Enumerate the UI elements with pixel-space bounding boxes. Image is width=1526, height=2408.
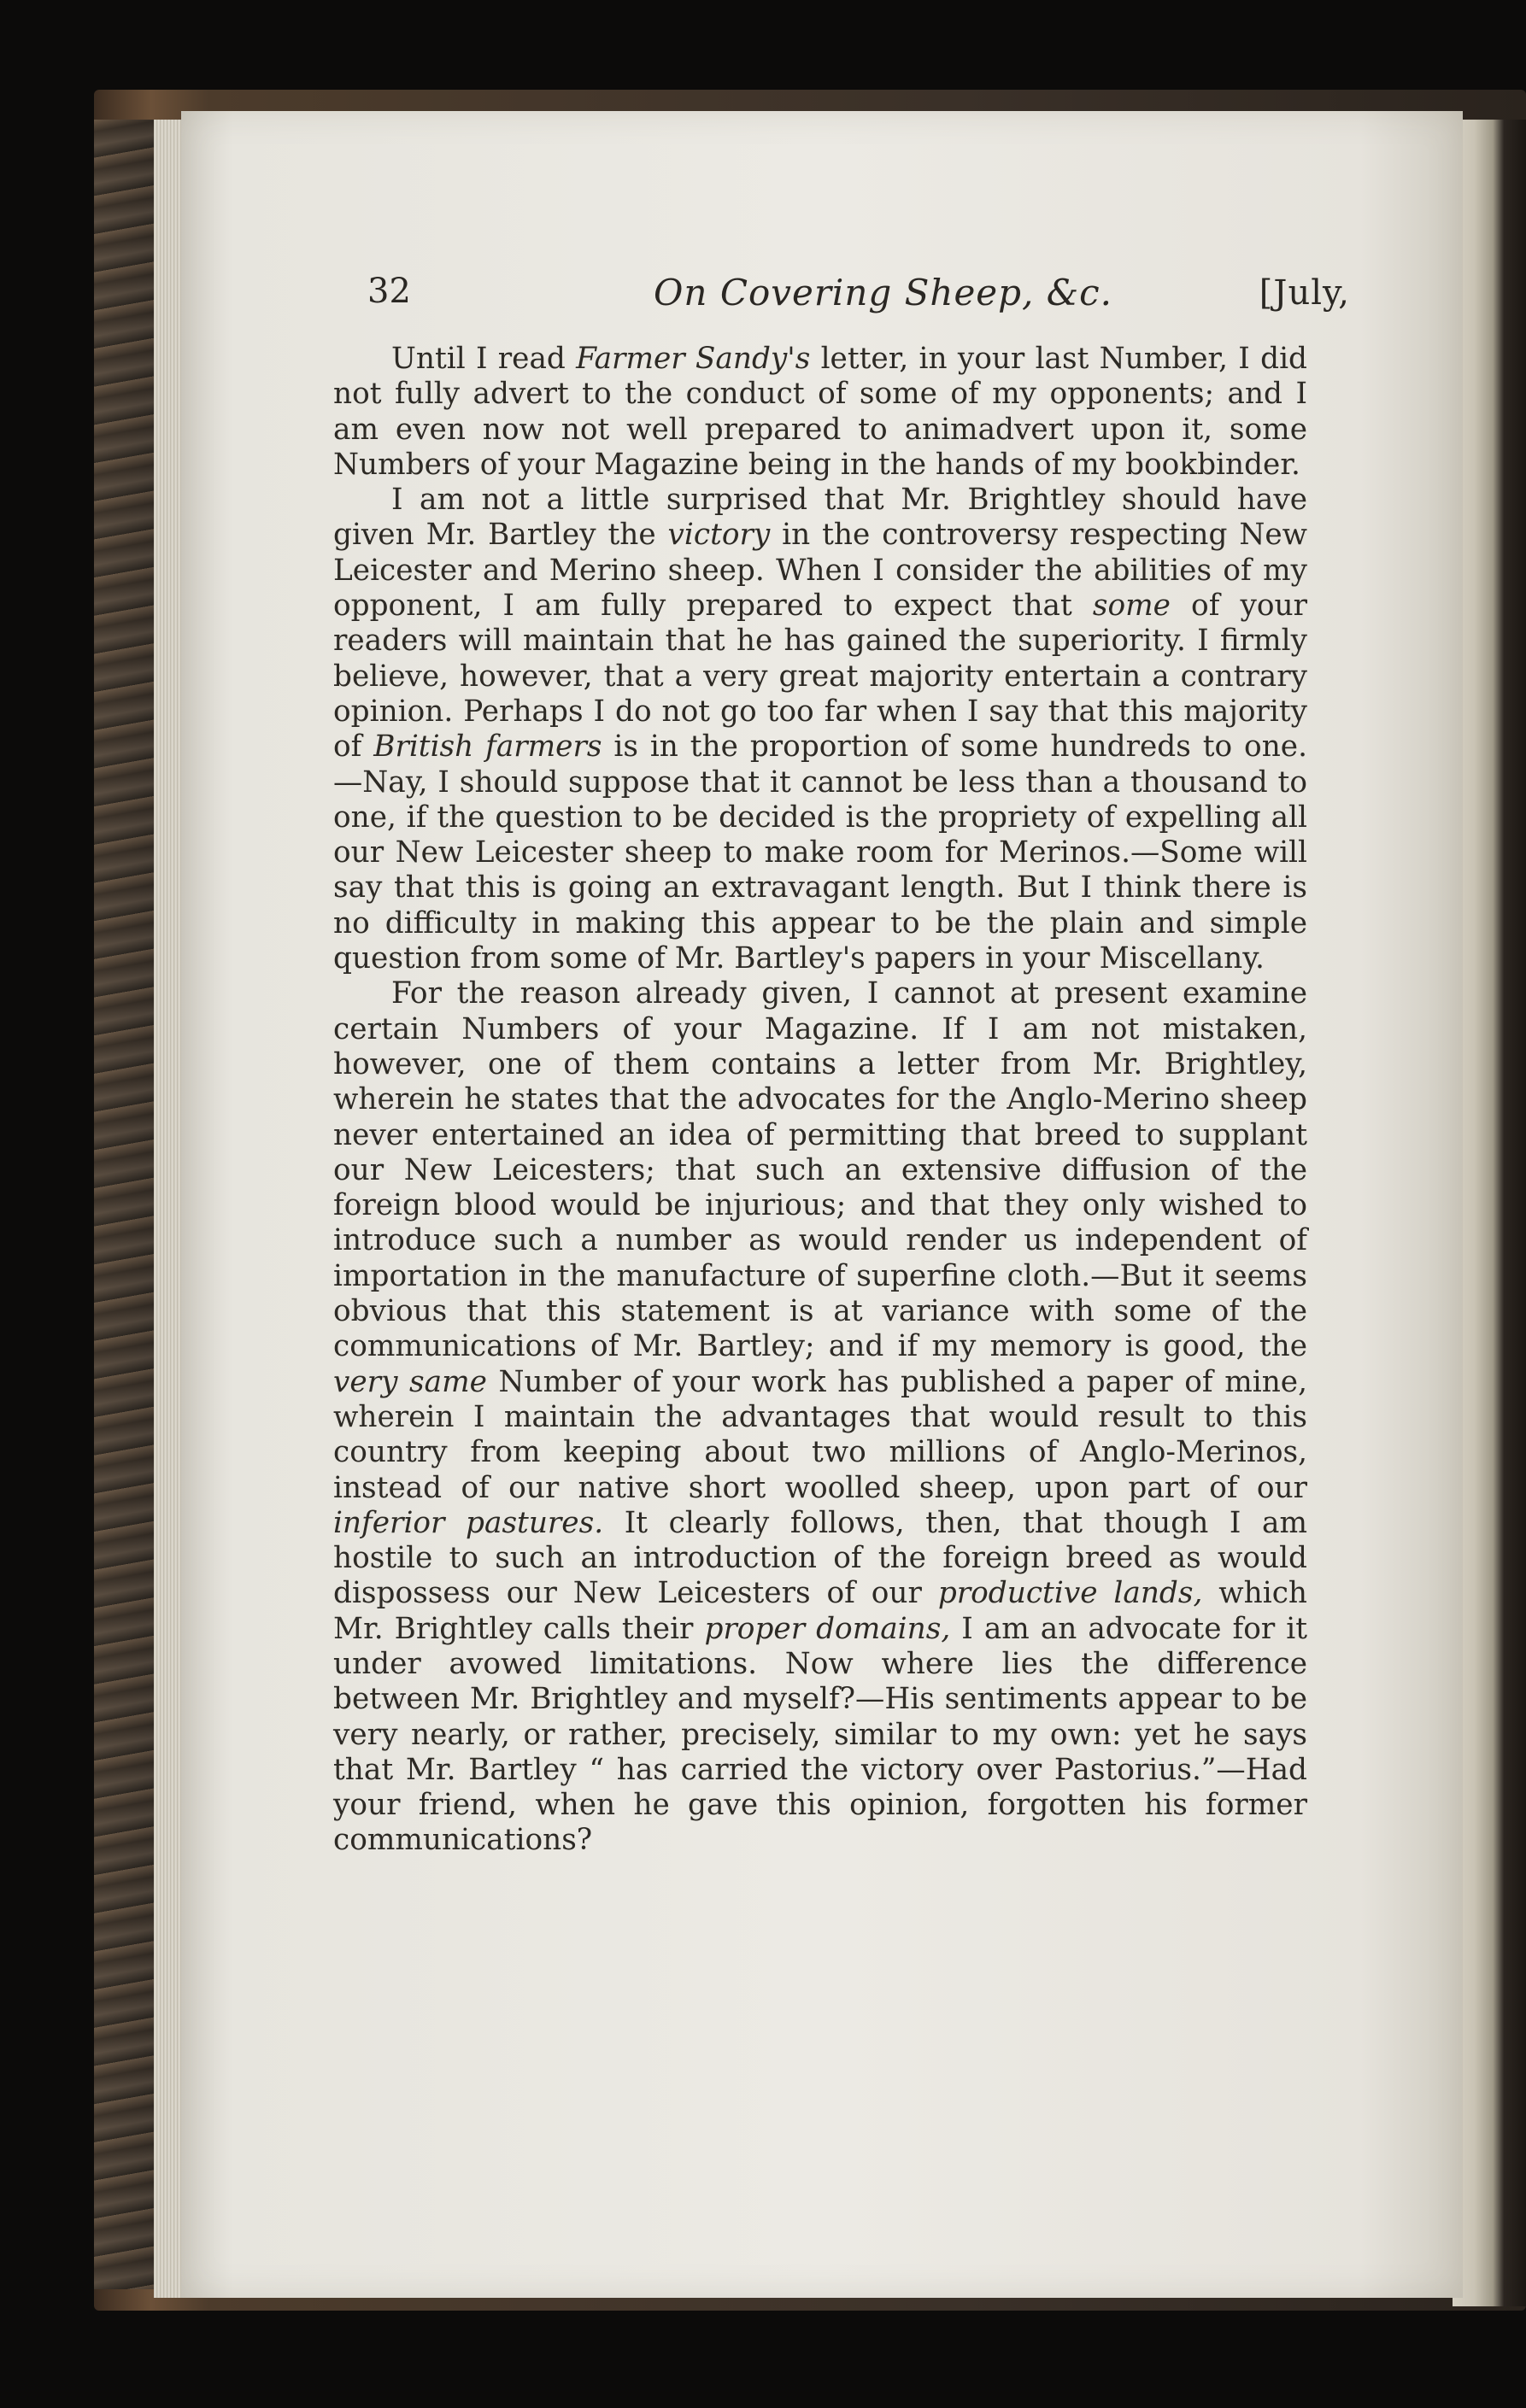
italic-text-run: proper domains, [704,1611,951,1646]
paragraph [333,342,1307,483]
italic-text-run: some [1092,589,1171,624]
running-title: On Covering Sheep, &c. [654,272,1113,313]
italic-text-run: British farmers [373,729,602,765]
text-run: letter, in your last Number, I did not fully advert to the conduct of some of my opponents; and I am even now not well prepared to animadvert upon it, some Numbers of your Magazine being in the hands of my bookbinder. [333,342,1307,482]
text-run: of your readers will maintain that he has gained the superiority. I firmly believe, however, that a very great majority entertain a contrary opinion. Perhaps I do not go too far when I say that this majority of [333,589,1307,765]
italic-text-run: Farmer Sandy's [576,342,811,376]
text-run: I am an advocate for it under avowed limitations. Now where lies the difference between Mr. Brightley and myself?—His sentiments appear to be very nearly, or rather, precisely, similar to my own: yet he says that Mr. Bartley “ has carried the victory over Pastorius.”—Had your friend, when he gave this opinion, forgotten his former communications? [333,1611,1308,1858]
text-run: is in the proportion of some hundreds to one.—Nay, I should suppose that it cannot be less than a thousand to one, if the question to be decided is the propriety of expelling all our New Leicester sheep to make room for Merinos.—Some will say that this is going an extravagant length. But I think there is no difficulty in making this appear to be the plain and simple question from some of Mr. Bartley's papers in your Miscellany. [333,729,1307,976]
text-run: For the reason already given, I cannot at present examine certain Numbers of your Magazine. If I am not mistaken, however, one of them contains a letter from Mr. Brightley, wherein he states that the advocates for the Anglo-Merino sheep never entertained an idea of permitting that breed to supplant our New Leicesters; that such an extensive diffusion of the foreign blood would be injurious; and that they only wished to introduce such a number as would render us independent of importation in the manufacture of superfine cloth.—But it seems obvious that this statement is at variance with some of the communications of Mr. Bartley; and if my memory is good, the [333,976,1307,1364]
paragraph [333,483,1307,976]
italic-text-run: productive lands, [937,1576,1203,1611]
article-body [333,342,1307,1859]
text-run: It clearly follows, then, that though I am hostile to such an introduction of the foreign breed as would dispossess our New Leicesters of our [333,1505,1307,1611]
facing-page-stack [1453,120,1526,2306]
marbled-board-edge [94,120,154,2289]
text-run: Until I read [391,342,577,376]
page-number: 32 [367,272,411,311]
text-run: I am not a little surprised that Mr. Brightley should have given Mr. Bartley the [333,483,1307,553]
running-header [367,272,1350,323]
running-header-month: [July, [1259,273,1350,313]
italic-text-run: inferior pastures. [333,1505,604,1540]
italic-text-run: very same [333,1364,487,1399]
text-run: in the controversy respecting New Leicester and Merino sheep. When I consider the abilities of my opponent, I am fully prepared to expect that [333,518,1307,624]
italic-text-run: victory [667,518,771,553]
paragraph [333,976,1307,1858]
text-run: which Mr. Brightley calls their [333,1576,1307,1646]
text-run: Number of your work has published a paper of mine, wherein I maintain the advantages that would result to this country from keeping about two millions of Anglo-Merinos, instead of our native short woolled sheep, upon part of our [333,1364,1308,1505]
